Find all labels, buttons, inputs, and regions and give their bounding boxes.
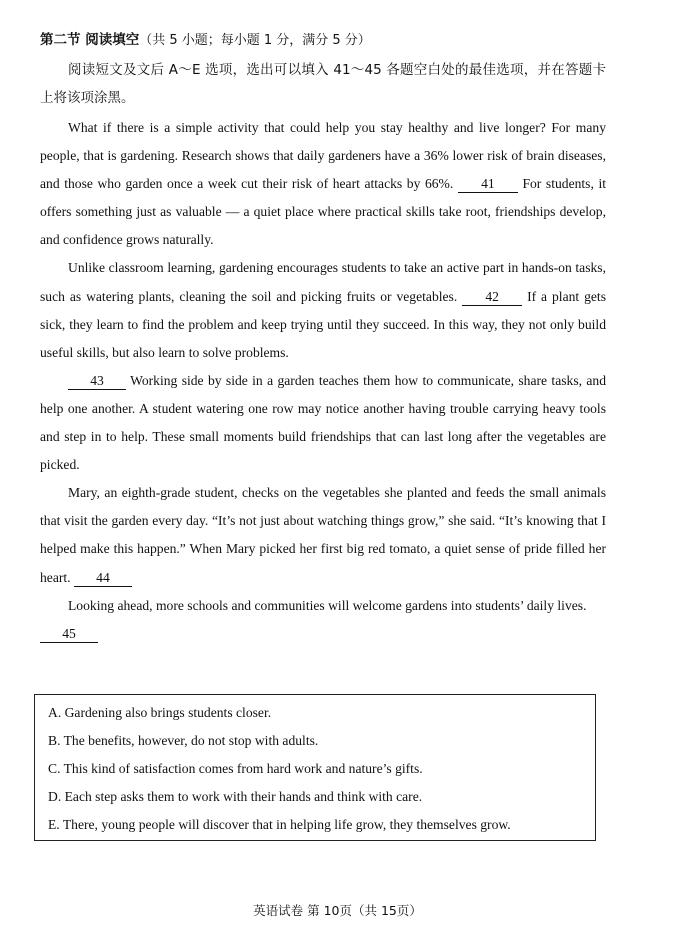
section-heading — [40, 30, 640, 51]
paragraph-text: For students, it offers something just as valuable — a quiet place where practical skills take root, friendships develop, and confidence grows naturally. — [40, 176, 606, 248]
blank-41: 41 — [458, 176, 518, 193]
paragraph-2 — [40, 254, 606, 366]
paragraph-3 — [40, 367, 606, 479]
paragraph-text: Mary, an eighth-grade student, checks on the vegetables she planted and feeds the small animals that visit the garden every day. “It’s not just about watching things grow,” she said. “It’s knowing that I helped make this happen.” When Mary picked her first big red tomato, a quiet sense of pride filled her heart. — [40, 485, 606, 585]
instructions: 阅读短文及文后 A～E 选项，选出可以填入 41～45 各题空白处的最佳选项，并在答题卡上将该项涂黑。 — [40, 62, 606, 106]
paragraph-6 — [40, 620, 606, 648]
paragraph-5 — [40, 592, 606, 620]
paragraph-1 — [40, 114, 606, 254]
section-title: 第二节 阅读填空 — [40, 32, 140, 48]
paragraph-text: Looking ahead, more schools and communities will welcome gardens into students’ daily lives. — [68, 597, 587, 613]
blank-45: 45 — [40, 626, 98, 643]
options-box — [34, 694, 596, 841]
page-footer: 英语试卷 第 10页（共 15页） — [253, 903, 422, 918]
blank-44: 44 — [74, 570, 132, 587]
option-b: B. The benefits, however, do not stop with adults. — [48, 733, 319, 748]
section-note: （共 5 小题；每小题 1 分，满分 5 分） — [139, 33, 371, 48]
option-a: A. Gardening also brings students closer. — [48, 705, 272, 720]
paragraph-text: What if there is a simple activity that could help you stay healthy and live longer? For many people, that is gardening. Research shows that daily gardeners have a 36% lower risk of brain diseases, and those who garden once a week cut their risk of heart attacks by 66%. — [40, 120, 606, 192]
blank-43: 43 — [68, 373, 126, 390]
blank-42: 42 — [462, 289, 522, 306]
option-e: E. There, young people will discover that in helping life grow, they themselves grow. — [48, 817, 511, 832]
option-c: C. This kind of satisfaction comes from hard work and nature’s gifts. — [48, 761, 423, 776]
paragraph-text: If a plant gets sick, they learn to find the problem and keep trying until they succeed. In this way, they not only build useful skills, but also learn to solve problems. — [40, 288, 606, 360]
paragraph-text: Unlike classroom learning, gardening encourages students to take an active part in hands-on tasks, such as watering plants, cleaning the soil and picking fruits or vegetables. — [40, 260, 606, 304]
paragraph-4 — [40, 479, 606, 591]
paragraph-text: Working side by side in a garden teaches them how to communicate, share tasks, and help one another. A student watering one row may notice another having trouble carrying heavy tools and step in to help. These small moments build friendships that can last long after the vegetables are picked. — [40, 372, 606, 473]
passage — [40, 114, 606, 648]
option-d: D. Each step asks them to work with their hands and think with care. — [48, 789, 423, 804]
